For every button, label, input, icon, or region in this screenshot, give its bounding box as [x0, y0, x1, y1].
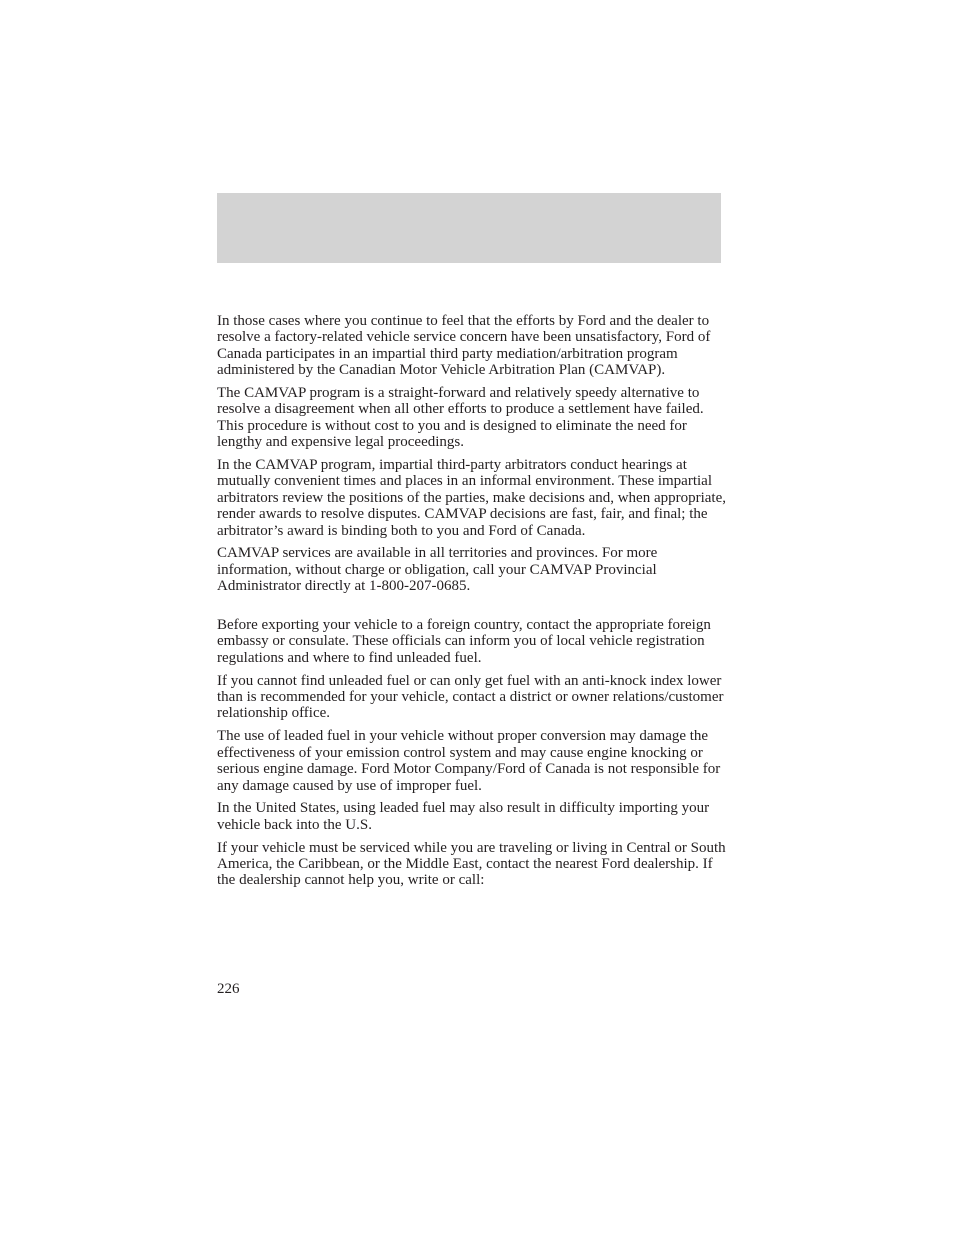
page-number: 226 — [217, 981, 240, 997]
paragraph-camvap-program: The CAMVAP program is a straight-forward and relatively speedy alternative to resolve a disagreement when all other efforts to produce a settlement have failed. This procedure is without cost to you and is designed to eliminate the need for lengthy and expensive legal proceedings. — [217, 385, 704, 451]
chapter-header-band — [217, 193, 721, 263]
paragraph-export-service-abroad: If your vehicle must be serviced while you are traveling or living in Central or South America, the Caribbean, or the Middle East, contact the nearest Ford dealership. If the dealership cannot help you, write or call: — [217, 839, 726, 889]
paragraph-export-leaded-damage: The use of leaded fuel in your vehicle without proper conversion may damage the effectiveness of your emission control system and may cause engine knocking or serious engine damage. Ford Motor Company/Ford of Canada is not responsible for any damage caused by use of improper fuel. — [217, 728, 721, 794]
paragraph-export-intro: Before exporting your vehicle to a foreign country, contact the appropriate foreign embassy or consulate. These officials can inform you of local vehicle registration regulations and where to find unleaded fuel. — [217, 617, 711, 666]
paragraph-export-unleaded: If you cannot find unleaded fuel or can only get fuel with an anti-knock index lower than is recommended for your vehicle, contact a district or owner relations/customer relationship office. — [217, 672, 724, 722]
paragraph-camvap-intro: In those cases where you continue to feel that the efforts by Ford and the dealer to resolve a factory-related vehicle service concern have been unsatisfactory, Ford of Canada participates in an impartial third party mediation/arbitration program administered by the Canadian Motor Vehicle Arbitration Plan (CAMVAP). — [217, 313, 711, 379]
paragraph-camvap-arbitrators: In the CAMVAP program, impartial third-party arbitrators conduct hearings at mutually convenient times and places in an informal environment. These impartial arbitrators review the positions of the parties, make decisions and, when appropriate, render awards to resolve disputes. CAMVAP decisions are fast, fair, and final; the arbitrator’s award is binding both to you and Ford of Canada. — [217, 457, 727, 539]
section-gap — [217, 601, 727, 617]
paragraph-export-us-import: In the United States, using leaded fuel may also result in difficulty importing your vehicle back into the U.S. — [217, 800, 710, 833]
paragraph-camvap-services: CAMVAP services are available in all territories and provinces. For more information, without charge or obligation, call your CAMVAP Provincial Administrator directly at 1-800-207-0685. — [217, 545, 658, 595]
page-content — [217, 313, 727, 895]
